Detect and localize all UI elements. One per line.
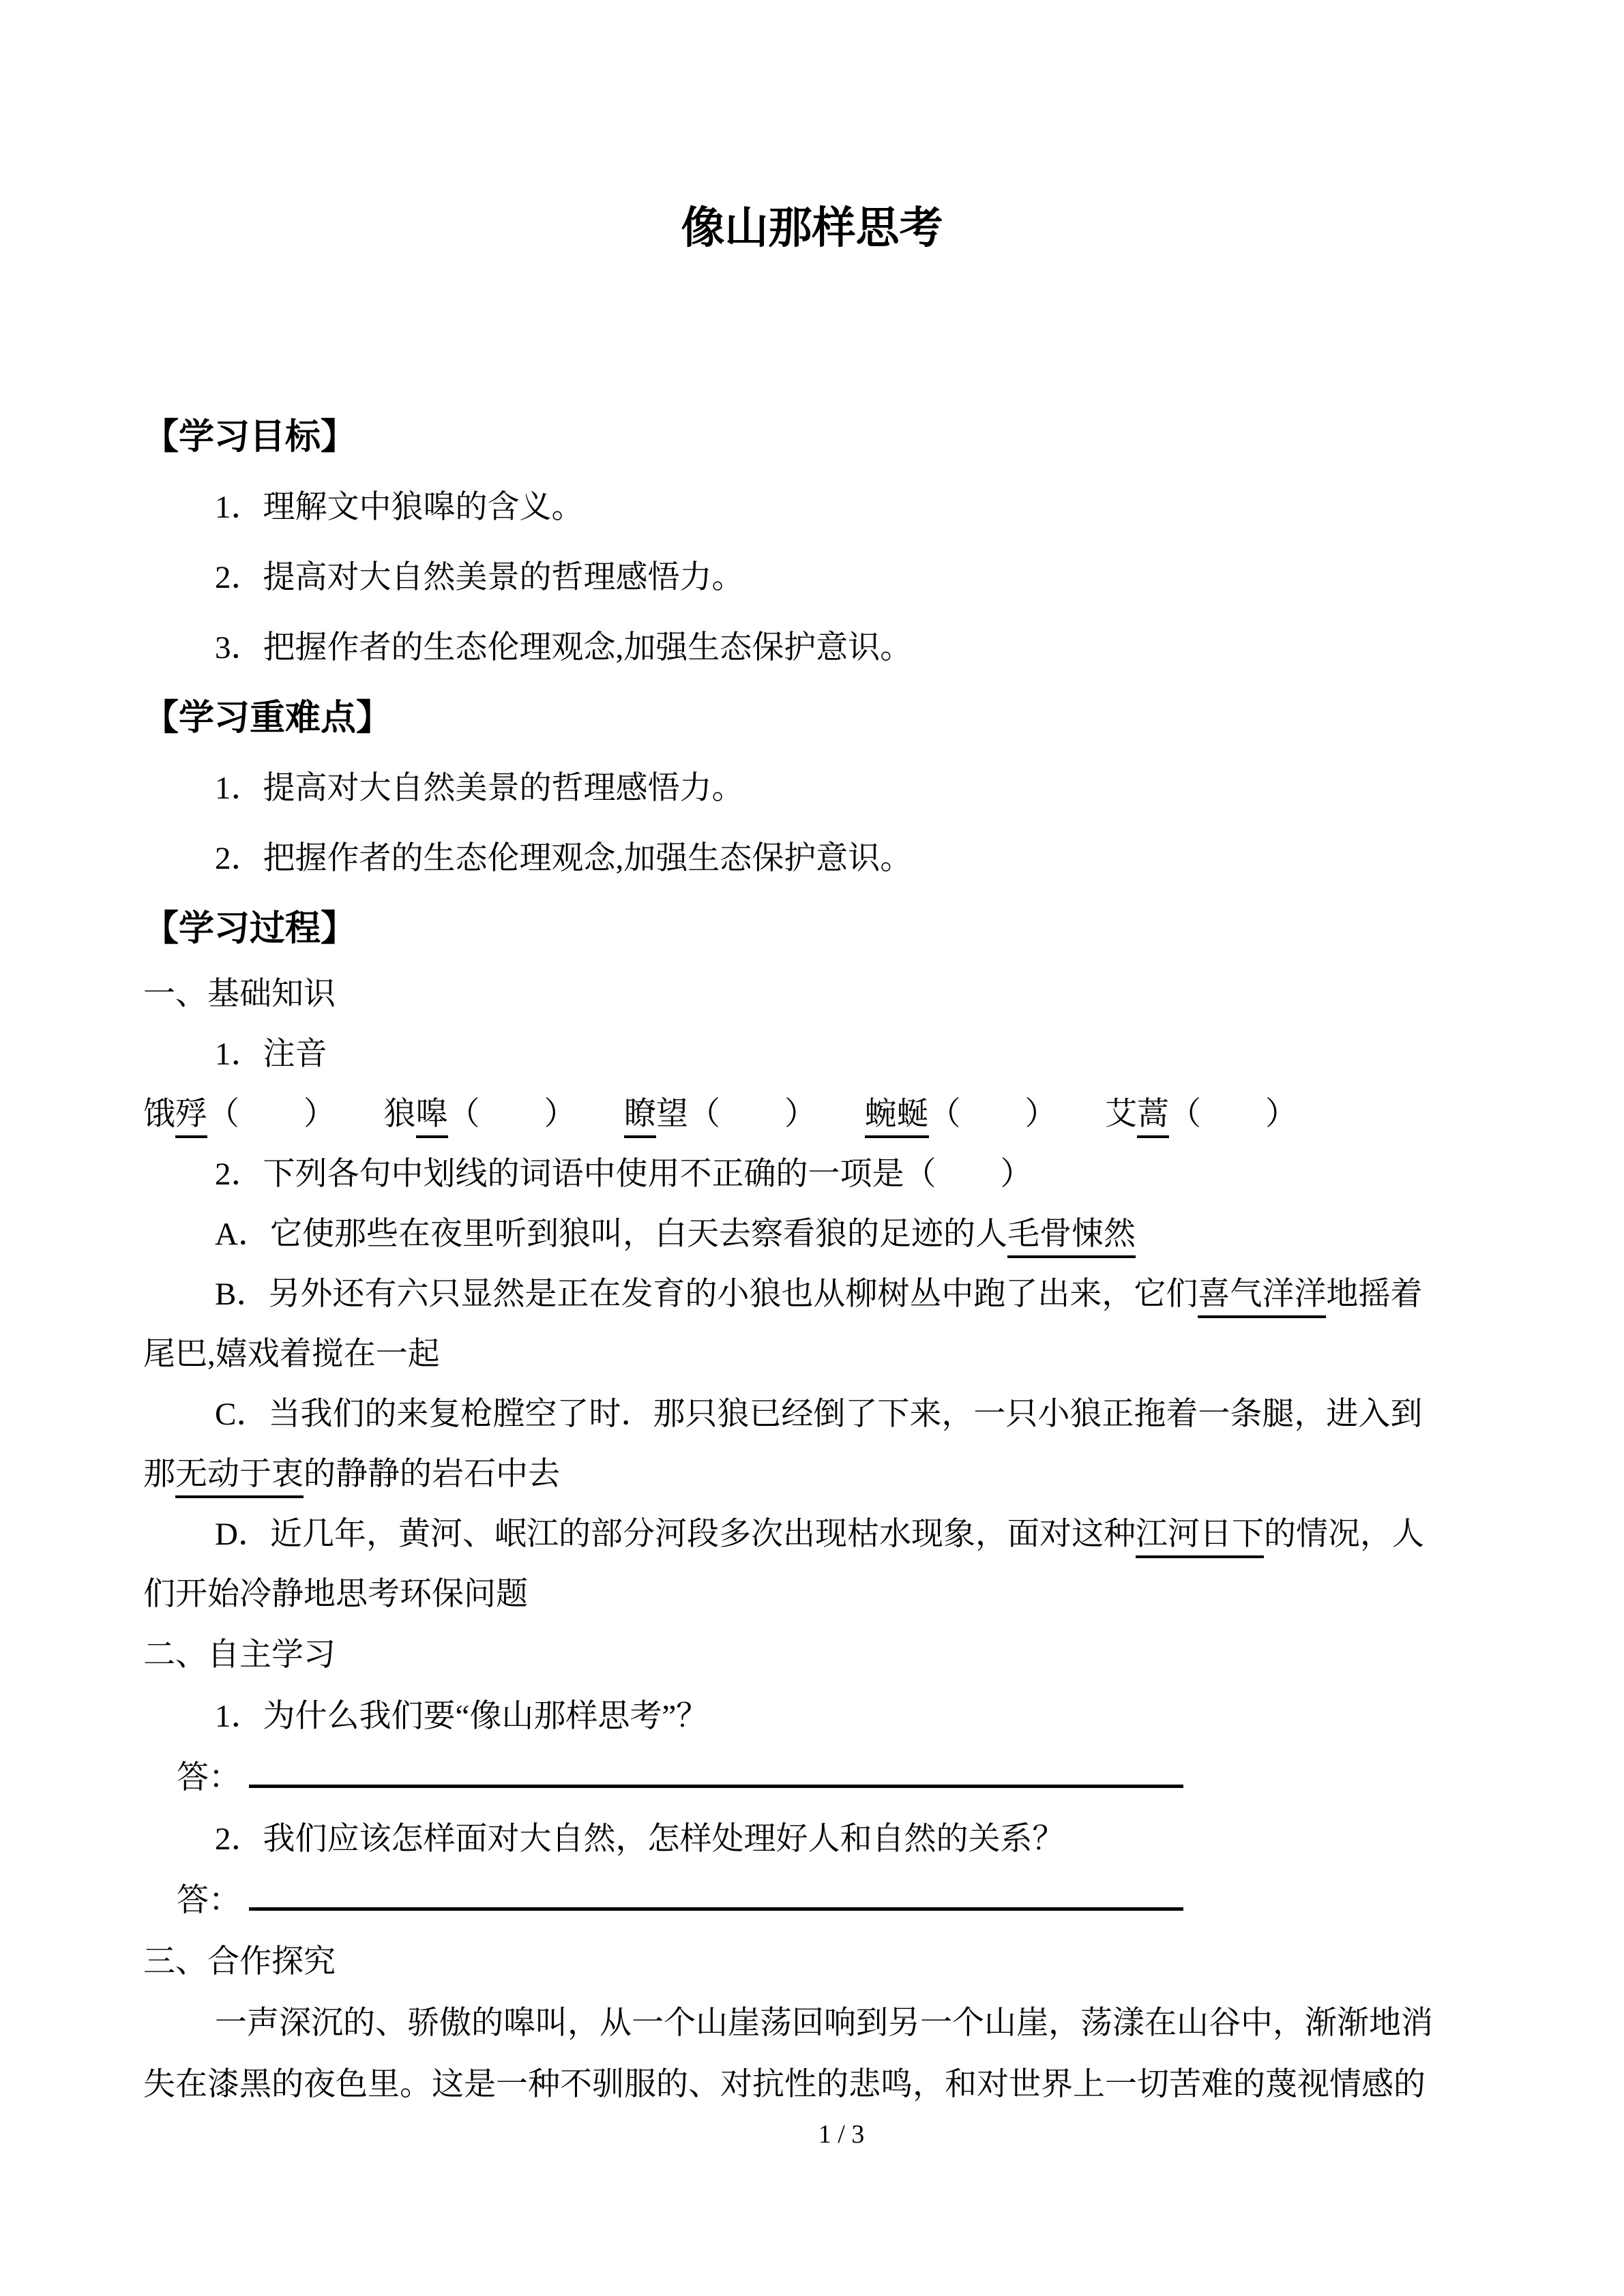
process-heading <box>143 894 1481 964</box>
text-segment: 们开始冷静地思考环保问题 <box>143 1577 528 1612</box>
text-segment: 一、基础知识 <box>143 976 336 1012</box>
text-segment: 1．理解文中狼嗥的含义。 <box>215 490 584 525</box>
keypoint-item-1 <box>143 754 1481 824</box>
text-segment: 2．提高对大自然美景的哲理感悟力。 <box>215 560 744 595</box>
text-segment: 1．提高对大自然美景的哲理感悟力。 <box>215 771 744 806</box>
text-segment: 失在漆黑的夜色里。这是一种不驯服的、对抗性的悲鸣，和对世界上一切苦难的蔑视情感的 <box>143 2067 1426 2102</box>
text-segment: 1．为什么我们要“像山那样思考”？ <box>215 1699 709 1734</box>
section-basic-knowledge <box>143 964 1481 1024</box>
objective-item-1 <box>143 473 1481 543</box>
text-segment: 【学习目标】 <box>143 418 357 457</box>
text-segment: 1．注音 <box>215 1037 327 1072</box>
text-segment: （ ） 狼 <box>207 1097 416 1132</box>
self-study-question-2 <box>143 1808 1481 1870</box>
text-segment: A．它使那些在夜里听到狼叫，白天去察看狼的足迹的人 <box>215 1217 1007 1252</box>
answer-line-2 <box>143 1870 1481 1931</box>
self-study-question-1 <box>143 1686 1481 1747</box>
underlined-term: 江河日下 <box>1136 1517 1264 1558</box>
page-title: 像山那样思考 <box>681 204 943 252</box>
text-segment: （ ） <box>1169 1097 1297 1132</box>
text-segment: 的静静的岩石中去 <box>304 1457 560 1492</box>
answer-blank-line <box>249 1775 1183 1788</box>
question-2 <box>143 1144 1481 1204</box>
objectives-heading <box>143 402 1481 473</box>
option-b-line-2 <box>143 1324 1481 1384</box>
text-segment: 地摇着 <box>1326 1277 1423 1312</box>
underlined-term: 殍 <box>175 1097 207 1138</box>
objective-item-2 <box>143 543 1481 613</box>
text-segment: 3．把握作者的生态伦理观念,加强生态保护意识。 <box>215 630 913 666</box>
text-segment: 的情况，人 <box>1263 1517 1424 1552</box>
text-segment: 【学习重难点】 <box>143 699 392 738</box>
option-c-line-2 <box>143 1444 1481 1504</box>
underlined-term: 无动于衷 <box>175 1457 304 1498</box>
inquiry-paragraph-line-2 <box>143 2054 1481 2115</box>
inquiry-paragraph-line-1 <box>143 1993 1481 2054</box>
keypoint-item-2 <box>143 824 1481 894</box>
underlined-term: 蒿 <box>1137 1097 1169 1138</box>
text-segment: 答： <box>177 1883 241 1918</box>
text-segment: 2．把握作者的生态伦理观念,加强生态保护意识。 <box>215 841 913 876</box>
section-self-study <box>143 1624 1481 1686</box>
underlined-term: 瞭 <box>624 1097 656 1138</box>
text-segment: 那 <box>143 1457 175 1492</box>
text-segment: 答： <box>177 1760 241 1795</box>
text-segment: 尾巴,嬉戏着搅在一起 <box>143 1337 440 1372</box>
option-d-line-2 <box>143 1564 1481 1624</box>
option-d-line-1 <box>143 1504 1481 1564</box>
option-b-line-1 <box>143 1264 1481 1324</box>
text-segment: 一声深沉的、骄傲的嗥叫，从一个山崖荡回响到另一个山崖，荡漾在山谷中，渐渐地消 <box>215 2006 1433 2041</box>
underlined-term: 喜气洋洋 <box>1198 1277 1326 1318</box>
underlined-term: 毛骨悚然 <box>1007 1217 1136 1258</box>
answer-line-1 <box>143 1747 1481 1808</box>
zhuyin-row <box>143 1084 1481 1144</box>
zhuyin-label <box>143 1024 1481 1084</box>
option-c-line-1 <box>143 1384 1481 1444</box>
keypoints-heading <box>143 683 1481 754</box>
text-segment: （ ） <box>447 1097 624 1132</box>
text-segment: 【学习过程】 <box>143 910 357 949</box>
text-segment: 三、合作探究 <box>143 1944 336 1980</box>
text-segment: C．当我们的来复枪膛空了时．那只狼已经倒了下来，一只小狼正拖着一条腿，进入到 <box>215 1397 1423 1432</box>
text-segment: 饿 <box>143 1097 175 1132</box>
objectives-section <box>143 402 1481 964</box>
underlined-term: 蜿蜒 <box>865 1097 929 1138</box>
self-study-section <box>143 1624 1481 2115</box>
basic-knowledge-section <box>143 964 1481 1624</box>
text-segment: 2．下列各句中划线的词语中使用不正确的一项是（ ） <box>215 1157 1033 1192</box>
objective-item-3 <box>143 613 1481 683</box>
underlined-term: 嗥 <box>416 1097 448 1138</box>
text-segment: B．另外还有六只显然是正在发育的小狼也从柳树丛中跑了出来，它们 <box>215 1277 1198 1312</box>
text-segment: D．近几年，黄河、岷江的部分河段多次出现枯水现象，面对这种 <box>215 1517 1136 1552</box>
section-cooperative-inquiry <box>143 1931 1481 1993</box>
option-a-line <box>143 1204 1481 1264</box>
answer-blank-line <box>249 1898 1183 1911</box>
page-number: 1 / 3 <box>818 2120 865 2149</box>
text-segment: 2．我们应该怎样面对大自然，怎样处理好人和自然的关系？ <box>215 1821 1065 1857</box>
page-footer <box>143 2115 1481 2153</box>
text-segment: 二、自主学习 <box>143 1637 336 1673</box>
text-segment: （ ） 艾 <box>928 1097 1137 1132</box>
text-segment: 望（ ） <box>656 1097 865 1132</box>
